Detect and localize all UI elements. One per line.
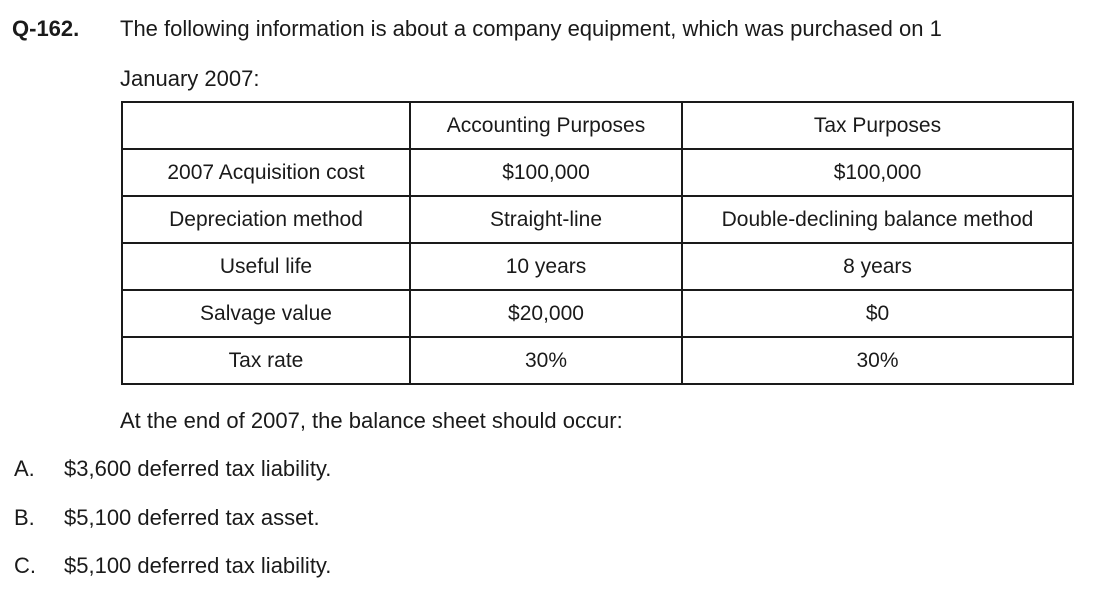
tax-value: 8 years (682, 243, 1073, 290)
table-row (122, 149, 1073, 196)
row-label: Salvage value (122, 290, 410, 337)
accounting-value: 10 years (410, 243, 682, 290)
row-label: 2007 Acquisition cost (122, 149, 410, 196)
question-prompt: At the end of 2007, the balance sheet should occur: (120, 408, 623, 433)
option-letter: B. (14, 505, 35, 530)
question-text-line-1: The following information is about a company equipment, which was purchased on 1 (120, 16, 942, 41)
answer-option-b[interactable] (14, 505, 320, 531)
table-header-tax: Tax Purposes (682, 102, 1073, 149)
table-header-row (122, 102, 1073, 149)
tax-value: $0 (682, 290, 1073, 337)
equipment-info-table (121, 101, 1074, 385)
tax-value: Double-declining balance method (682, 196, 1073, 243)
accounting-value: $100,000 (410, 149, 682, 196)
row-label: Depreciation method (122, 196, 410, 243)
answer-option-c[interactable] (14, 553, 331, 579)
tax-value: $100,000 (682, 149, 1073, 196)
option-letter: A. (14, 456, 35, 481)
row-label: Useful life (122, 243, 410, 290)
accounting-value: $20,000 (410, 290, 682, 337)
option-text: $5,100 deferred tax liability. (64, 553, 332, 578)
answer-option-a[interactable] (14, 456, 331, 482)
table-row (122, 290, 1073, 337)
tax-value: 30% (682, 337, 1073, 384)
table-row (122, 196, 1073, 243)
question-number: Q-162. (12, 16, 80, 41)
option-text: $3,600 deferred tax liability. (64, 456, 332, 481)
table-header-blank (122, 102, 410, 149)
accounting-value: 30% (410, 337, 682, 384)
table-header-accounting: Accounting Purposes (410, 102, 682, 149)
accounting-value: Straight-line (410, 196, 682, 243)
question-text-line-2: January 2007: (120, 66, 260, 91)
option-text: $5,100 deferred tax asset. (64, 505, 320, 530)
row-label: Tax rate (122, 337, 410, 384)
table-row (122, 243, 1073, 290)
option-letter: C. (14, 553, 36, 578)
table-row (122, 337, 1073, 384)
